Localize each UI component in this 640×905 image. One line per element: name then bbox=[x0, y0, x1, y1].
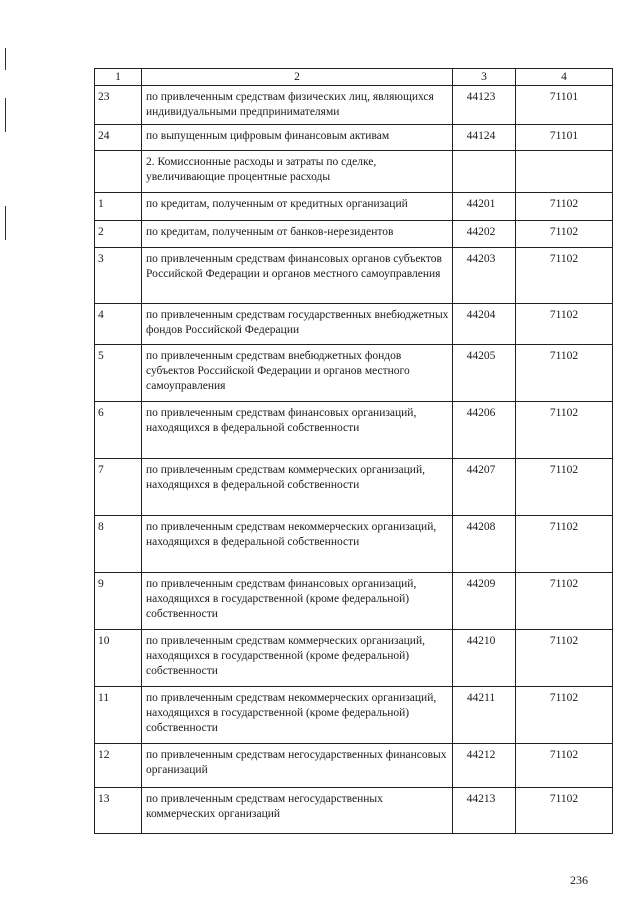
symbol-code: 71101 bbox=[516, 86, 613, 125]
account-code: 44213 bbox=[453, 788, 516, 834]
symbol-code: 71102 bbox=[516, 193, 613, 221]
row-description: по выпущенным цифровым финансовым активам bbox=[142, 125, 453, 151]
header-cell: 2 bbox=[142, 69, 453, 86]
row-number bbox=[95, 151, 142, 193]
table-row bbox=[95, 345, 613, 402]
row-description: по привлеченным средствам финансовых организаций, находящихся в государственной (кроме федеральной) собственности bbox=[142, 573, 453, 630]
symbol-code: 71102 bbox=[516, 221, 613, 248]
row-description: по привлеченным средствам государственных внебюджетных фондов Российской Федерации bbox=[142, 304, 453, 345]
account-code: 44205 bbox=[453, 345, 516, 402]
table-row bbox=[95, 248, 613, 304]
table-row bbox=[95, 402, 613, 459]
header-cell: 4 bbox=[516, 69, 613, 86]
row-number: 4 bbox=[95, 304, 142, 345]
row-number: 24 bbox=[95, 125, 142, 151]
table-row bbox=[95, 459, 613, 516]
symbol-code: 71102 bbox=[516, 630, 613, 687]
table-row bbox=[95, 788, 613, 834]
row-description: по кредитам, полученным от кредитных организаций bbox=[142, 193, 453, 221]
symbol-code: 71102 bbox=[516, 304, 613, 345]
row-number: 12 bbox=[95, 744, 142, 788]
symbol-code: 71101 bbox=[516, 125, 613, 151]
row-number: 13 bbox=[95, 788, 142, 834]
symbol-code: 71102 bbox=[516, 516, 613, 573]
row-description: по привлеченным средствам физических лиц, являющихся индивидуальными предпринимателями bbox=[142, 86, 453, 125]
row-number: 10 bbox=[95, 630, 142, 687]
symbol-code: 71102 bbox=[516, 248, 613, 304]
account-code: 44211 bbox=[453, 687, 516, 744]
row-number: 9 bbox=[95, 573, 142, 630]
row-description: по привлеченным средствам негосударственных коммерческих организаций bbox=[142, 788, 453, 834]
row-number: 23 bbox=[95, 86, 142, 125]
row-description: по кредитам, полученным от банков-нерезидентов bbox=[142, 221, 453, 248]
account-code: 44203 bbox=[453, 248, 516, 304]
account-code: 44206 bbox=[453, 402, 516, 459]
page-number: 236 bbox=[570, 873, 588, 887]
row-description: по привлеченным средствам некоммерческих организаций, находящихся в федеральной собственности bbox=[142, 516, 453, 573]
table-section-row bbox=[95, 151, 613, 193]
account-code: 44209 bbox=[453, 573, 516, 630]
account-code: 44123 bbox=[453, 86, 516, 125]
account-code: 44207 bbox=[453, 459, 516, 516]
symbol-code: 71102 bbox=[516, 459, 613, 516]
row-description: по привлеченным средствам некоммерческих организаций, находящихся в государственной (кроме федеральной) собственности bbox=[142, 687, 453, 744]
account-code: 44208 bbox=[453, 516, 516, 573]
row-number: 8 bbox=[95, 516, 142, 573]
table-row bbox=[95, 630, 613, 687]
account-code: 44124 bbox=[453, 125, 516, 151]
symbol-code: 71102 bbox=[516, 788, 613, 834]
account-code: 44204 bbox=[453, 304, 516, 345]
account-code: 44210 bbox=[453, 630, 516, 687]
row-description: по привлеченным средствам внебюджетных фондов субъектов Российской Федерации и органов местного самоуправления bbox=[142, 345, 453, 402]
section-heading: 2. Комиссионные расходы и затраты по сделке, увеличивающие процентные расходы bbox=[142, 151, 453, 193]
row-number: 5 bbox=[95, 345, 142, 402]
row-description: по привлеченным средствам коммерческих организаций, находящихся в государственной (кроме федеральной) собственности bbox=[142, 630, 453, 687]
symbol-code: 71102 bbox=[516, 573, 613, 630]
header-cell: 3 bbox=[453, 69, 516, 86]
table-row bbox=[95, 573, 613, 630]
symbol-code bbox=[516, 151, 613, 193]
row-number: 11 bbox=[95, 687, 142, 744]
row-number: 1 bbox=[95, 193, 142, 221]
row-description: по привлеченным средствам финансовых организаций, находящихся в федеральной собственности bbox=[142, 402, 453, 459]
symbol-code: 71102 bbox=[516, 744, 613, 788]
table-row bbox=[95, 304, 613, 345]
account-code: 44201 bbox=[453, 193, 516, 221]
scan-edge-mark bbox=[5, 206, 6, 240]
account-code: 44212 bbox=[453, 744, 516, 788]
table-row bbox=[95, 125, 613, 151]
table-row bbox=[95, 516, 613, 573]
accounts-table bbox=[94, 68, 613, 834]
header-cell: 1 bbox=[95, 69, 142, 86]
row-description: по привлеченным средствам финансовых органов субъектов Российской Федерации и органов местного самоуправления bbox=[142, 248, 453, 304]
symbol-code: 71102 bbox=[516, 345, 613, 402]
row-number: 7 bbox=[95, 459, 142, 516]
row-description: по привлеченным средствам коммерческих организаций, находящихся в федеральной собственности bbox=[142, 459, 453, 516]
row-number: 3 bbox=[95, 248, 142, 304]
account-code: 44202 bbox=[453, 221, 516, 248]
row-number: 2 bbox=[95, 221, 142, 248]
row-description: по привлеченным средствам негосударственных финансовых организаций bbox=[142, 744, 453, 788]
account-code bbox=[453, 151, 516, 193]
table-row bbox=[95, 193, 613, 221]
scan-edge-mark bbox=[5, 48, 6, 70]
symbol-code: 71102 bbox=[516, 402, 613, 459]
table-row bbox=[95, 744, 613, 788]
table-row bbox=[95, 687, 613, 744]
row-number: 6 bbox=[95, 402, 142, 459]
scan-edge-mark bbox=[5, 98, 6, 132]
symbol-code: 71102 bbox=[516, 687, 613, 744]
table-row bbox=[95, 221, 613, 248]
table-header-row bbox=[95, 69, 613, 86]
table-row bbox=[95, 86, 613, 125]
